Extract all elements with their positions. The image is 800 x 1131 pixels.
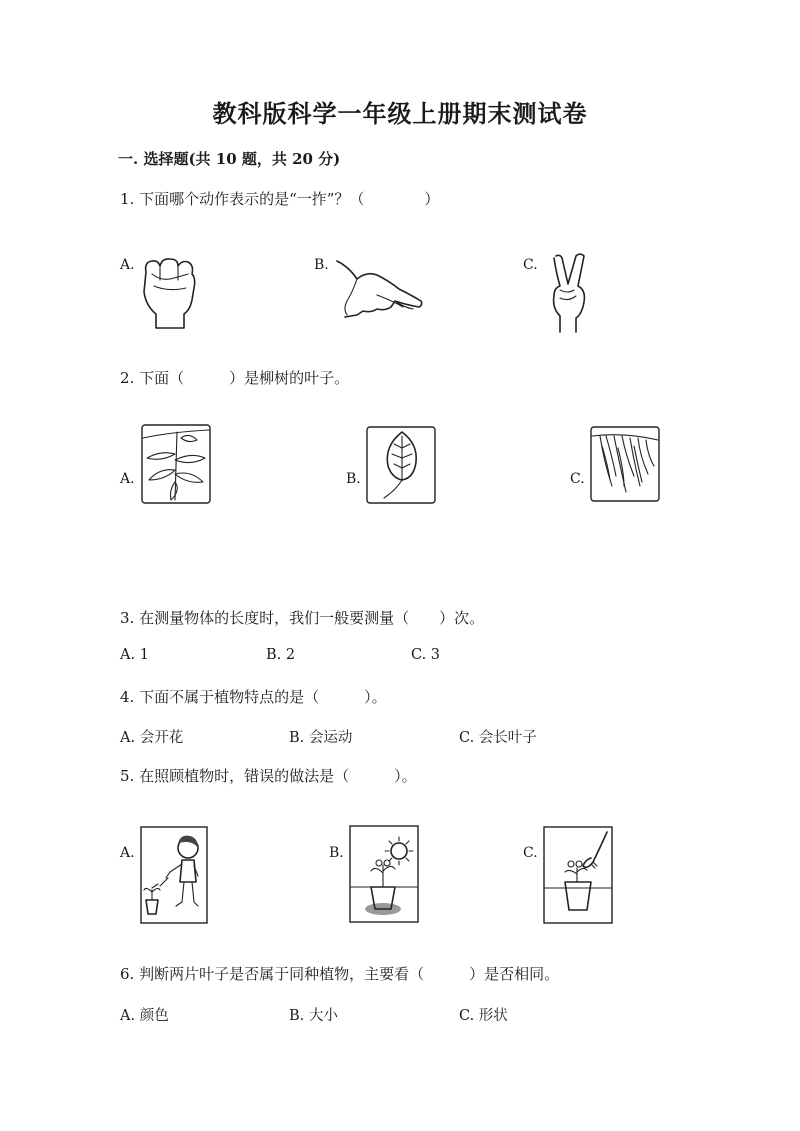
question-2-text: 2. 下面（ ）是柳树的叶子。 [120, 369, 350, 387]
q1-option-a-label[interactable]: A. [120, 257, 135, 273]
section-heading: 一. 选择题(共 10 题，共 20 分) [118, 150, 341, 168]
potted-plant-in-sun-icon [349, 825, 419, 923]
q6-option-c[interactable]: C. 形状 [459, 1008, 508, 1024]
child-watering-plant-icon [140, 826, 208, 924]
page-title: 教科版科学一年级上册期末测试卷 [212, 99, 588, 128]
question-5-text: 5. 在照顾植物时，错误的做法是（ ）。 [120, 767, 417, 785]
q6-option-a[interactable]: A. 颜色 [120, 1008, 169, 1024]
q6-option-b[interactable]: B. 大小 [289, 1008, 338, 1024]
q3-option-c[interactable]: C. 3 [411, 647, 441, 663]
q3-option-a[interactable]: A. 1 [120, 647, 149, 663]
question-3-text: 3. 在测量物体的长度时，我们一般要测量（ ）次。 [120, 609, 485, 627]
q4-option-a[interactable]: A. 会开花 [120, 730, 184, 746]
oval-leaf-icon [366, 426, 436, 504]
question-6-text: 6. 判断两片叶子是否属于同种植物，主要看（ ）是否相同。 [120, 965, 560, 983]
q5-option-c-label[interactable]: C. [523, 845, 538, 861]
span-hand-measure-icon [333, 255, 425, 321]
question-1-text: 1. 下面哪个动作表示的是“一拃”？（ ） [120, 190, 440, 208]
q1-option-b-label[interactable]: B. [314, 257, 329, 273]
q3-option-b[interactable]: B. 2 [266, 647, 296, 663]
v-sign-hand-icon [548, 250, 592, 334]
q5-option-a-label[interactable]: A. [120, 845, 135, 861]
q2-option-c-label[interactable]: C. [570, 471, 585, 487]
q2-option-b-label[interactable]: B. [346, 471, 361, 487]
q2-option-a-label[interactable]: A. [120, 471, 135, 487]
hand-picking-plant-icon [543, 826, 613, 924]
q1-option-c-label[interactable]: C. [523, 257, 538, 273]
fist-hand-icon [138, 252, 204, 332]
q4-option-b[interactable]: B. 会运动 [289, 730, 353, 746]
compound-leaves-icon [141, 424, 211, 504]
question-4-text: 4. 下面不属于植物特点的是（ ）。 [120, 688, 387, 706]
q5-option-b-label[interactable]: B. [329, 845, 344, 861]
q4-option-c[interactable]: C. 会长叶子 [459, 730, 537, 746]
willow-leaves-icon [590, 426, 660, 502]
